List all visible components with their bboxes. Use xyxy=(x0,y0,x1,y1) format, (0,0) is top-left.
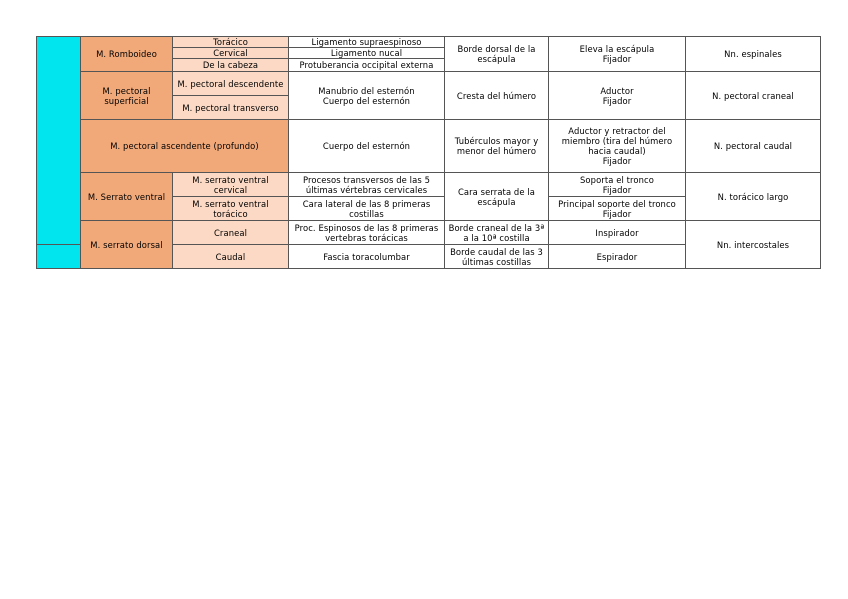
serrato-dorsal-craneal-part: Craneal xyxy=(173,221,289,245)
serrato-ventral-insertion: Cara serrata de la escápula xyxy=(445,173,549,221)
serrato-ventral-cervical-function xyxy=(549,173,686,197)
romboideo-part-cabeza: De la cabeza xyxy=(173,59,289,72)
pectoral-ascendente-function xyxy=(549,120,686,173)
serrato-ventral-toracico-function-2: Fijador xyxy=(602,208,632,219)
pectoral-superficial-function xyxy=(549,72,686,120)
pectoral-superficial-origin xyxy=(289,72,445,120)
pectoral-superficial-name: M. pectoral superficial xyxy=(81,72,173,120)
romboideo-origin-cabeza: Protuberancia occipital externa xyxy=(289,59,445,72)
romboideo-part-toracico: Torácico xyxy=(173,37,289,48)
pectoral-superficial-nerve: N. pectoral craneal xyxy=(686,72,821,120)
romboideo-name: M. Romboideo xyxy=(81,37,173,72)
pectoral-superficial-insertion: Cresta del húmero xyxy=(445,72,549,120)
serrato-dorsal-craneal-insertion: Borde craneal de la 3ª a la 10ª costilla xyxy=(445,221,549,245)
serrato-dorsal-caudal-origin: Fascia toracolumbar xyxy=(289,245,445,269)
romboideo-function-2: Fijador xyxy=(602,54,632,64)
muscle-table xyxy=(36,36,821,269)
serrato-ventral-toracico-function-1: Principal soporte del tronco xyxy=(558,198,676,209)
romboideo-nerve: Nn. espinales xyxy=(686,37,821,72)
serrato-ventral-cervical-part: M. serrato ventral cervical xyxy=(173,173,289,197)
serrato-ventral-name: M. Serrato ventral xyxy=(81,173,173,221)
group-marker-cell-lower xyxy=(37,245,81,269)
pectoral-ascendente-nerve: N. pectoral caudal xyxy=(686,120,821,173)
romboideo-function-1: Eleva la escápula xyxy=(579,44,655,54)
serrato-ventral-toracico-part: M. serrato ventral torácico xyxy=(173,197,289,221)
serrato-ventral-nerve: N. torácico largo xyxy=(686,173,821,221)
romboideo-insertion: Borde dorsal de la escápula xyxy=(445,37,549,72)
pectoral-superficial-function-1: Aductor xyxy=(600,85,634,96)
pectoral-superficial-origin-2: Cuerpo del esternón xyxy=(322,95,411,106)
serrato-ventral-toracico-function xyxy=(549,197,686,221)
romboideo-part-cervical: Cervical xyxy=(173,48,289,59)
serrato-ventral-cervical-function-1: Soporta el tronco xyxy=(580,174,654,185)
serrato-dorsal-craneal-origin: Proc. Espinosos de las 8 primeras vertebras torácicas xyxy=(289,221,445,245)
group-marker-cell xyxy=(37,37,81,245)
serrato-dorsal-craneal-function: Inspirador xyxy=(549,221,686,245)
serrato-ventral-toracico-origin: Cara lateral de las 8 primeras costillas xyxy=(289,197,445,221)
romboideo-origin-cervical: Ligamento nucal xyxy=(289,48,445,59)
serrato-dorsal-name: M. serrato dorsal xyxy=(81,221,173,269)
pectoral-ascendente-name: M. pectoral ascendente (profundo) xyxy=(81,120,289,173)
pectoral-ascendente-function-1: Aductor y retractor del miembro (tira del húmero hacia caudal) xyxy=(561,126,673,156)
serrato-ventral-cervical-function-2: Fijador xyxy=(602,184,632,195)
serrato-dorsal-caudal-insertion: Borde caudal de las 3 últimas costillas xyxy=(445,245,549,269)
pectoral-superficial-origin-1: Manubrio del esternón xyxy=(318,85,415,96)
serrato-dorsal-caudal-function: Espirador xyxy=(549,245,686,269)
romboideo-origin-toracico: Ligamento supraespinoso xyxy=(289,37,445,48)
pectoral-descendente-part: M. pectoral descendente xyxy=(173,72,289,96)
pectoral-ascendente-function-2: Fijador xyxy=(602,156,632,166)
pectoral-transverso-part: M. pectoral transverso xyxy=(173,96,289,120)
serrato-dorsal-nerve: Nn. intercostales xyxy=(686,221,821,269)
serrato-dorsal-caudal-part: Caudal xyxy=(173,245,289,269)
pectoral-ascendente-insertion: Tubérculos mayor y menor del húmero xyxy=(445,120,549,173)
pectoral-superficial-function-2: Fijador xyxy=(602,95,632,106)
serrato-ventral-cervical-origin: Procesos transversos de las 5 últimas vértebras cervicales xyxy=(289,173,445,197)
pectoral-ascendente-origin: Cuerpo del esternón xyxy=(289,120,445,173)
romboideo-function xyxy=(549,37,686,72)
